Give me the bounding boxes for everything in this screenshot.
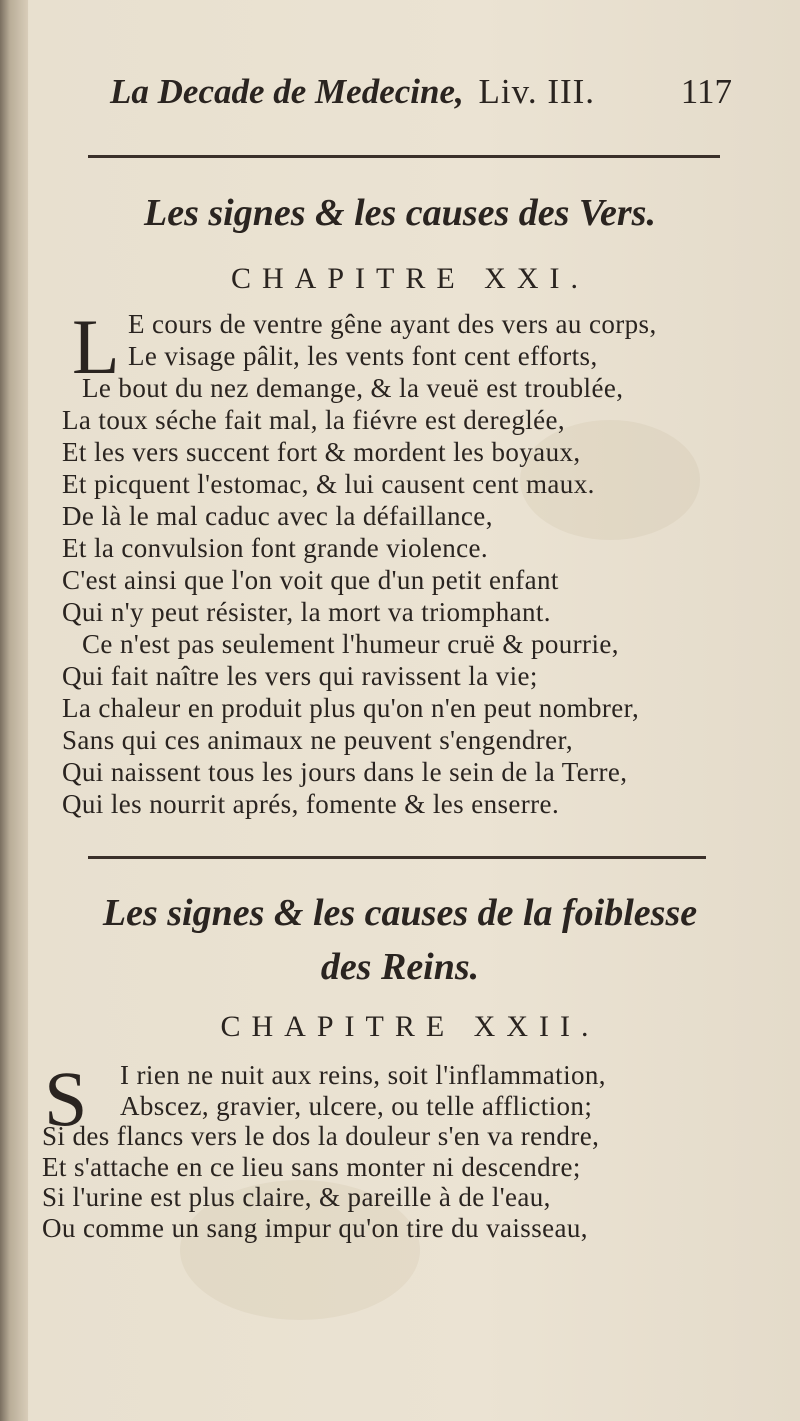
chapter-heading: CHAPITRE XXI. [231, 262, 589, 295]
section-title: Les signes & les causes des Vers. [144, 192, 656, 234]
verse-line: I rien ne nuit aux reins, soit l'inflammation, [120, 1060, 606, 1090]
drop-cap: S [44, 1055, 88, 1142]
verse-line: E cours de ventre gêne ayant des vers au corps, [128, 309, 657, 339]
section-title-line: des Reins. [320, 946, 480, 988]
verse-block [42, 1060, 742, 1243]
running-head [110, 72, 740, 122]
verse-line: Qui fait naître les vers qui ravissent la vie; [62, 661, 538, 691]
verse-line: La chaleur en produit plus qu'on n'en peut nombrer, [62, 693, 640, 723]
verse-line: Et les vers succent fort & mordent les boyaux, [62, 437, 581, 467]
verse-line: Si l'urine est plus claire, & pareille à de l'eau, [42, 1182, 551, 1212]
verse-line: Qui n'y peut résister, la mort va triomphant. [62, 597, 551, 627]
section-rule [88, 856, 706, 859]
verse-line: Si des flancs vers le dos la douleur s'en va rendre, [42, 1121, 600, 1151]
verse-line: De là le mal caduc avec la défaillance, [62, 501, 493, 531]
verse-line: Sans qui ces animaux ne peuvent s'engendrer, [62, 725, 573, 755]
verse-line: C'est ainsi que l'on voit que d'un petit enfant [62, 565, 559, 595]
verse-block [62, 303, 742, 820]
verse-line: Et s'attache en ce lieu sans monter ni descendre; [42, 1151, 581, 1182]
page-gutter [0, 0, 28, 1421]
verse-line: Et picquent l'estomac, & lui causent cent maux. [62, 469, 595, 499]
section-title-line: Les signes & les causes de la foiblesse [102, 892, 698, 934]
page-number: 117 [680, 72, 732, 111]
verse-line: Abscez, gravier, ulcere, ou telle affliction; [120, 1090, 593, 1121]
running-head-title: La Decade de Medecine, [110, 72, 464, 111]
chapter-heading: CHAPITRE XXII. [220, 1010, 600, 1043]
section-title [40, 886, 760, 994]
running-head-book: Liv. III. [478, 72, 596, 111]
verse-line: Le bout du nez demange, & la veuë est troublée, [82, 373, 624, 403]
verse-line: Ce n'est pas seulement l'humeur cruë & pourrie, [82, 629, 619, 659]
verse-line: La toux séche fait mal, la fiévre est dereglée, [62, 405, 566, 435]
verse-line: Ou comme un sang impur qu'on tire du vaisseau, [42, 1212, 588, 1243]
drop-cap: L [72, 303, 120, 390]
verse-line: Et la convulsion font grande violence. [62, 533, 489, 563]
verse-line: Le visage pâlit, les vents font cent efforts, [128, 341, 598, 371]
header-rule [88, 155, 720, 158]
verse-line: Qui les nourrit aprés, fomente & les enserre. [62, 789, 560, 819]
verse-line: Qui naissent tous les jours dans le sein de la Terre, [62, 757, 628, 787]
